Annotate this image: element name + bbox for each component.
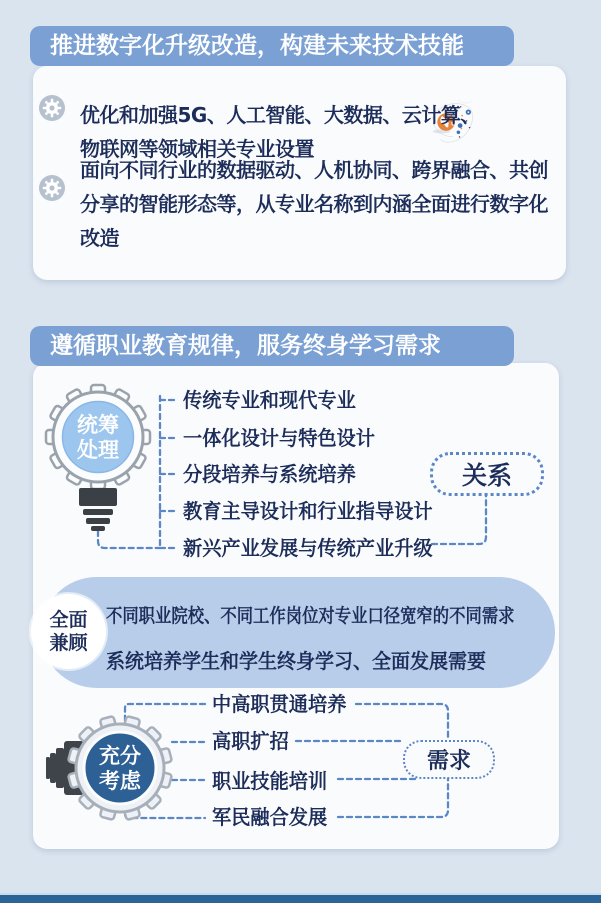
band-text-line: 系统培养学生和学生终身学习、全面发展需要: [106, 649, 486, 673]
consider-item: 职业技能培训: [212, 769, 328, 793]
relation-label: 关系: [461, 461, 512, 490]
overall-hub-label-line1: 统筹: [77, 413, 119, 437]
gear-icon: [39, 175, 65, 201]
overall-hub-label-line2: 处理: [77, 438, 119, 462]
gear-icon: [39, 95, 65, 121]
bullet-line: 分享的智能形态等，从专业名称到内涵全面进行数字化: [80, 192, 548, 216]
section1-header: 推进数字化升级改造，构建未来技术技能: [30, 26, 514, 66]
relation-box: [430, 452, 544, 496]
bullet-line: 面向不同行业的数据驱动、人机协同、跨界融合、共创: [80, 158, 548, 182]
consider-hub-label-line1: 充分: [99, 744, 141, 768]
consider-hub-gear-icon: [44, 712, 194, 827]
consider-item: 中高职贯通培养: [212, 692, 347, 716]
overall-item: 教育主导设计和行业指导设计: [183, 499, 433, 523]
bullet-line: 优化和加强5G、人工智能、大数据、云计算、: [80, 103, 480, 127]
bullet-text: [80, 153, 548, 255]
demand-label: 需求: [426, 749, 471, 774]
overall-item: 分段培养与系统培养: [183, 462, 356, 486]
bullet-line: 改造: [80, 226, 119, 250]
band-text-line: 不同职业院校、不同工作岗位对专业口径宽窄的不同需求: [106, 605, 515, 627]
overall-item: 新兴产业发展与传统产业升级: [183, 536, 433, 560]
consider-item: 军民融合发展: [212, 805, 328, 829]
consider-hub-label-line2: 考虑: [99, 769, 141, 793]
band-circle: [31, 594, 106, 669]
footer-bar: [0, 895, 601, 903]
overall-item: 传统专业和现代专业: [183, 388, 356, 412]
band-label-line1: 全面: [49, 608, 88, 631]
consider-item: 高职扩招: [212, 729, 289, 753]
band-label-line2: 兼顾: [49, 631, 88, 654]
demand-box: [403, 740, 495, 779]
section2-header: 遵循职业教育规律，服务终身学习需求: [30, 326, 514, 366]
bullet-line: 物联网等领域相关专业设置: [80, 137, 314, 161]
overall-item: 一体化设计与特色设计: [183, 426, 375, 450]
overall-hub-bulb-gear-icon: [40, 378, 160, 536]
